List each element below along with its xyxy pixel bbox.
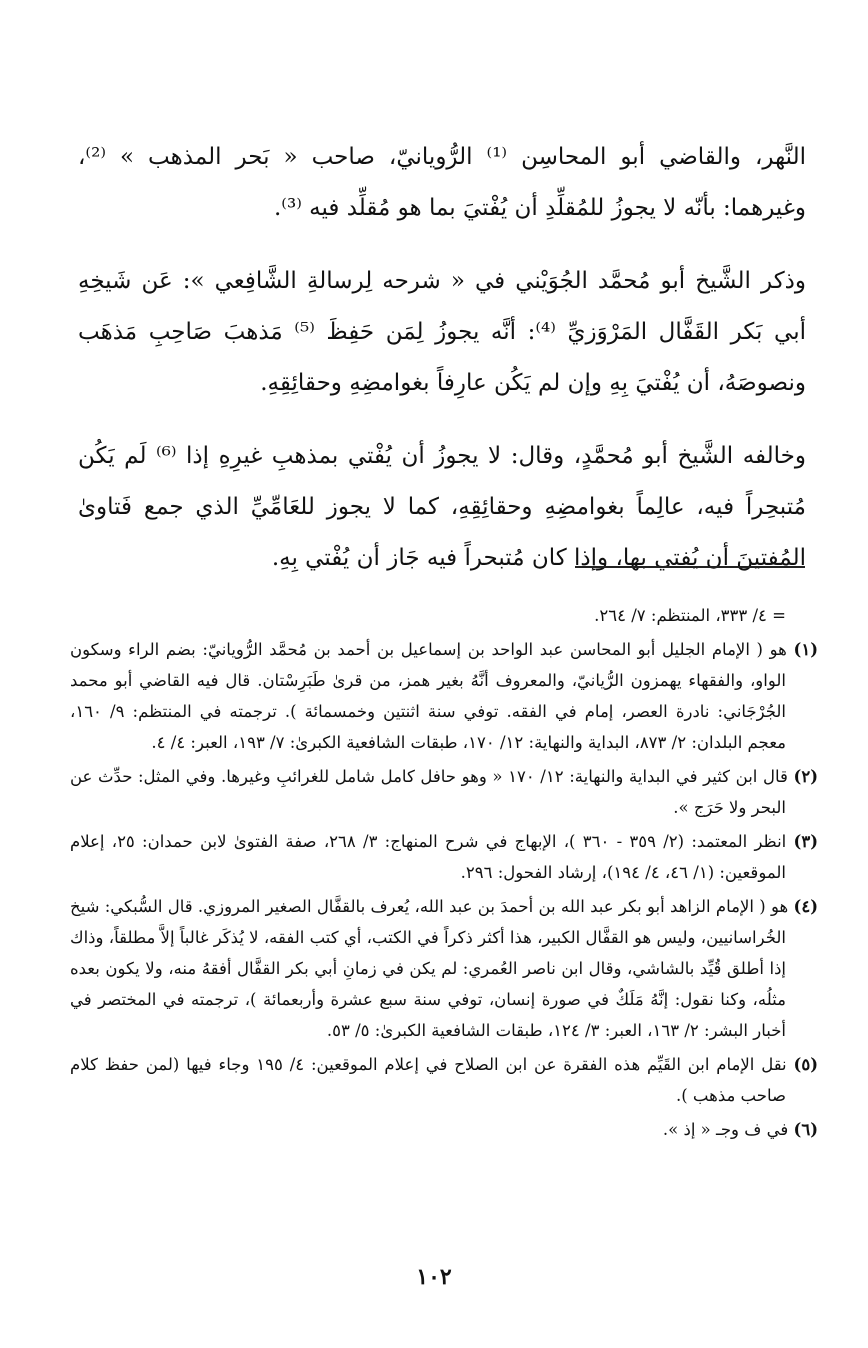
footnote-3 xyxy=(70,826,818,888)
main-text xyxy=(78,132,806,606)
paragraph-2: وذكر الشَّيخ أبو مُحمَّد الجُوَيْني في « شرحه لِرسالةِ الشَّافِعي »: عَن شَيخِهِ أبي بَكر القَفَّال المَرْوَزيِّ ⁽⁴⁾: أنَّه يجوزُ لِمَن حَفِظَ ⁽⁵⁾ مَذهبَ صَاحِبِ مَذهَب ونصوصَهُ، أن يُفْتيَ بِهِ وإن لم يَكُن عارِفاً بغوامضِهِ وحقائِقِهِ. xyxy=(78,268,806,396)
footnote-continuation: = ٤/ ٣٣٣، المنتظم: ٧/ ٢٦٤. xyxy=(594,606,786,625)
footnote-number: (٥) xyxy=(793,1055,818,1074)
footnote-1 xyxy=(70,634,818,758)
footnote-number: (٦) xyxy=(793,1120,818,1139)
footnote-text: نقل الإمام ابن القَيِّم هذه الفقرة عن ابن الصلاح في إعلام الموقعين: ٤/ ١٩٥ وجاء فيها (لمن حفظ كلام صاحب مذهب ). xyxy=(70,1055,787,1105)
footnote-6 xyxy=(70,1114,818,1145)
footnote-4 xyxy=(70,891,818,1046)
footnote-text: هو ( الإمام الجليل أبو المحاسن عبد الواحد بن إسماعيل بن أحمد بن مُحمَّد الرُّويانيّ: بضم الراء وسكون الواو، والفقهاء يهمزون الرُّيانيّ، والمعروف أنَّهُ بغير همز، من قرىٰ طَبَرِسْتان. قال فيه القاضي أبو محمد الجُرْجَاني: نادرة العصر، إمام في الفقه. توفي سنة اثنتين وخمسمائة ). ترجمته في المنتظم: ٩/ ١٦٠، معجم البلدان: ٢/ ٨٧٣، البداية والنهاية: ١٢/ ١٧٠، طبقات الشافعية الكبرىٰ: ٧/ ١٩٣، العبر: ٤/ ٤. xyxy=(70,640,787,752)
footnote-number: (٢) xyxy=(793,767,818,786)
footnote-number: (٤) xyxy=(793,897,819,916)
footnote-number: (١) xyxy=(793,640,818,659)
footnote-separator xyxy=(575,566,805,568)
footnote-text: في ف وجـ « إذ ». xyxy=(662,1120,789,1139)
footnote-number: (٣) xyxy=(793,832,819,851)
paragraph-3: وخالفه الشَّيخ أبو مُحمَّدٍ، وقال: لا يجوزُ أن يُفْتي بمذهبِ غيرِهِ إذا ⁽⁶⁾ لَم يَكُن مُتبحِراً فيه، عالِماً بغوامضِهِ وحقائِقِهِ، كما لا يجوز للعَامِّيِّ الذي جمع فَتاوىٰ المُفتينَ أن يُفتي بها، وإذا كان مُتبحراً فيه جَاز أن يُفْتي بِهِ. xyxy=(78,443,806,571)
footnote-5 xyxy=(70,1049,818,1111)
footnote-text: انظر المعتمد: (٢/ ٣٥٩ - ٣٦٠ )، الإبهاج في شرح المنهاج: ٣/ ٢٦٨، صفة الفتوىٰ لابن حمدان: ٢٥، إعلام الموقعين: (١/ ٤٦، ٤/ ١٩٤)، إرشاد الفحول: ٢٩٦. xyxy=(70,832,787,882)
paragraph-1: النَّهر، والقاضي أبو المحاسِن ⁽¹⁾ الرُّويانيّ، صاحب « بَحر المذهب » ⁽²⁾، وغيرهما: بأنّه لا يجوزُ للمُقلِّدِ أن يُفْتيَ بما هو مُقلِّد فيه ⁽³⁾. xyxy=(78,144,807,221)
footnote-2 xyxy=(70,761,818,823)
footnotes xyxy=(70,600,818,1148)
page-number: ١٠٢ xyxy=(416,1264,452,1290)
footnote-text: قال ابن كثير في البداية والنهاية: ١٢/ ١٧٠ « وهو حافل كامل شامل للغرائبِ وغيرها. وفي المثل: حدِّث عن البحر ولا حَرَج ». xyxy=(70,767,788,817)
footnote-text: هو ( الإمام الزاهد أبو بكر عبد الله بن أحمدَ بن عبد الله، يُعرف بالقفَّال الصغير المروزي. قال السُّبكي: شيخ الخُراسانيين، وليس هو القفَّال الكبير، هذا أكثر ذكراً في الكتب، أي كتب الفقه، لا يُذكَر غالباً إلاَّ مطلقاً، وذاك إذا أطلق قُيِّد بالشاشي، وقال ابن ناصر العُمري: لم يكن في زمانِ أبي بكر القفَّال أفقهُ منه، ولا يكون بعده مثلُه، وكنا نقول: إنَّهُ مَلَكٌ في صورة إنسان، توفي سنة سبع عشرة وأربعمائة )، ترجمته في المختصر في أخبار البشر: ٢/ ١٦٣، العبر: ٣/ ١٢٤، طبقات الشافعية الكبرىٰ: ٥/ ٥٣. xyxy=(70,897,789,1040)
